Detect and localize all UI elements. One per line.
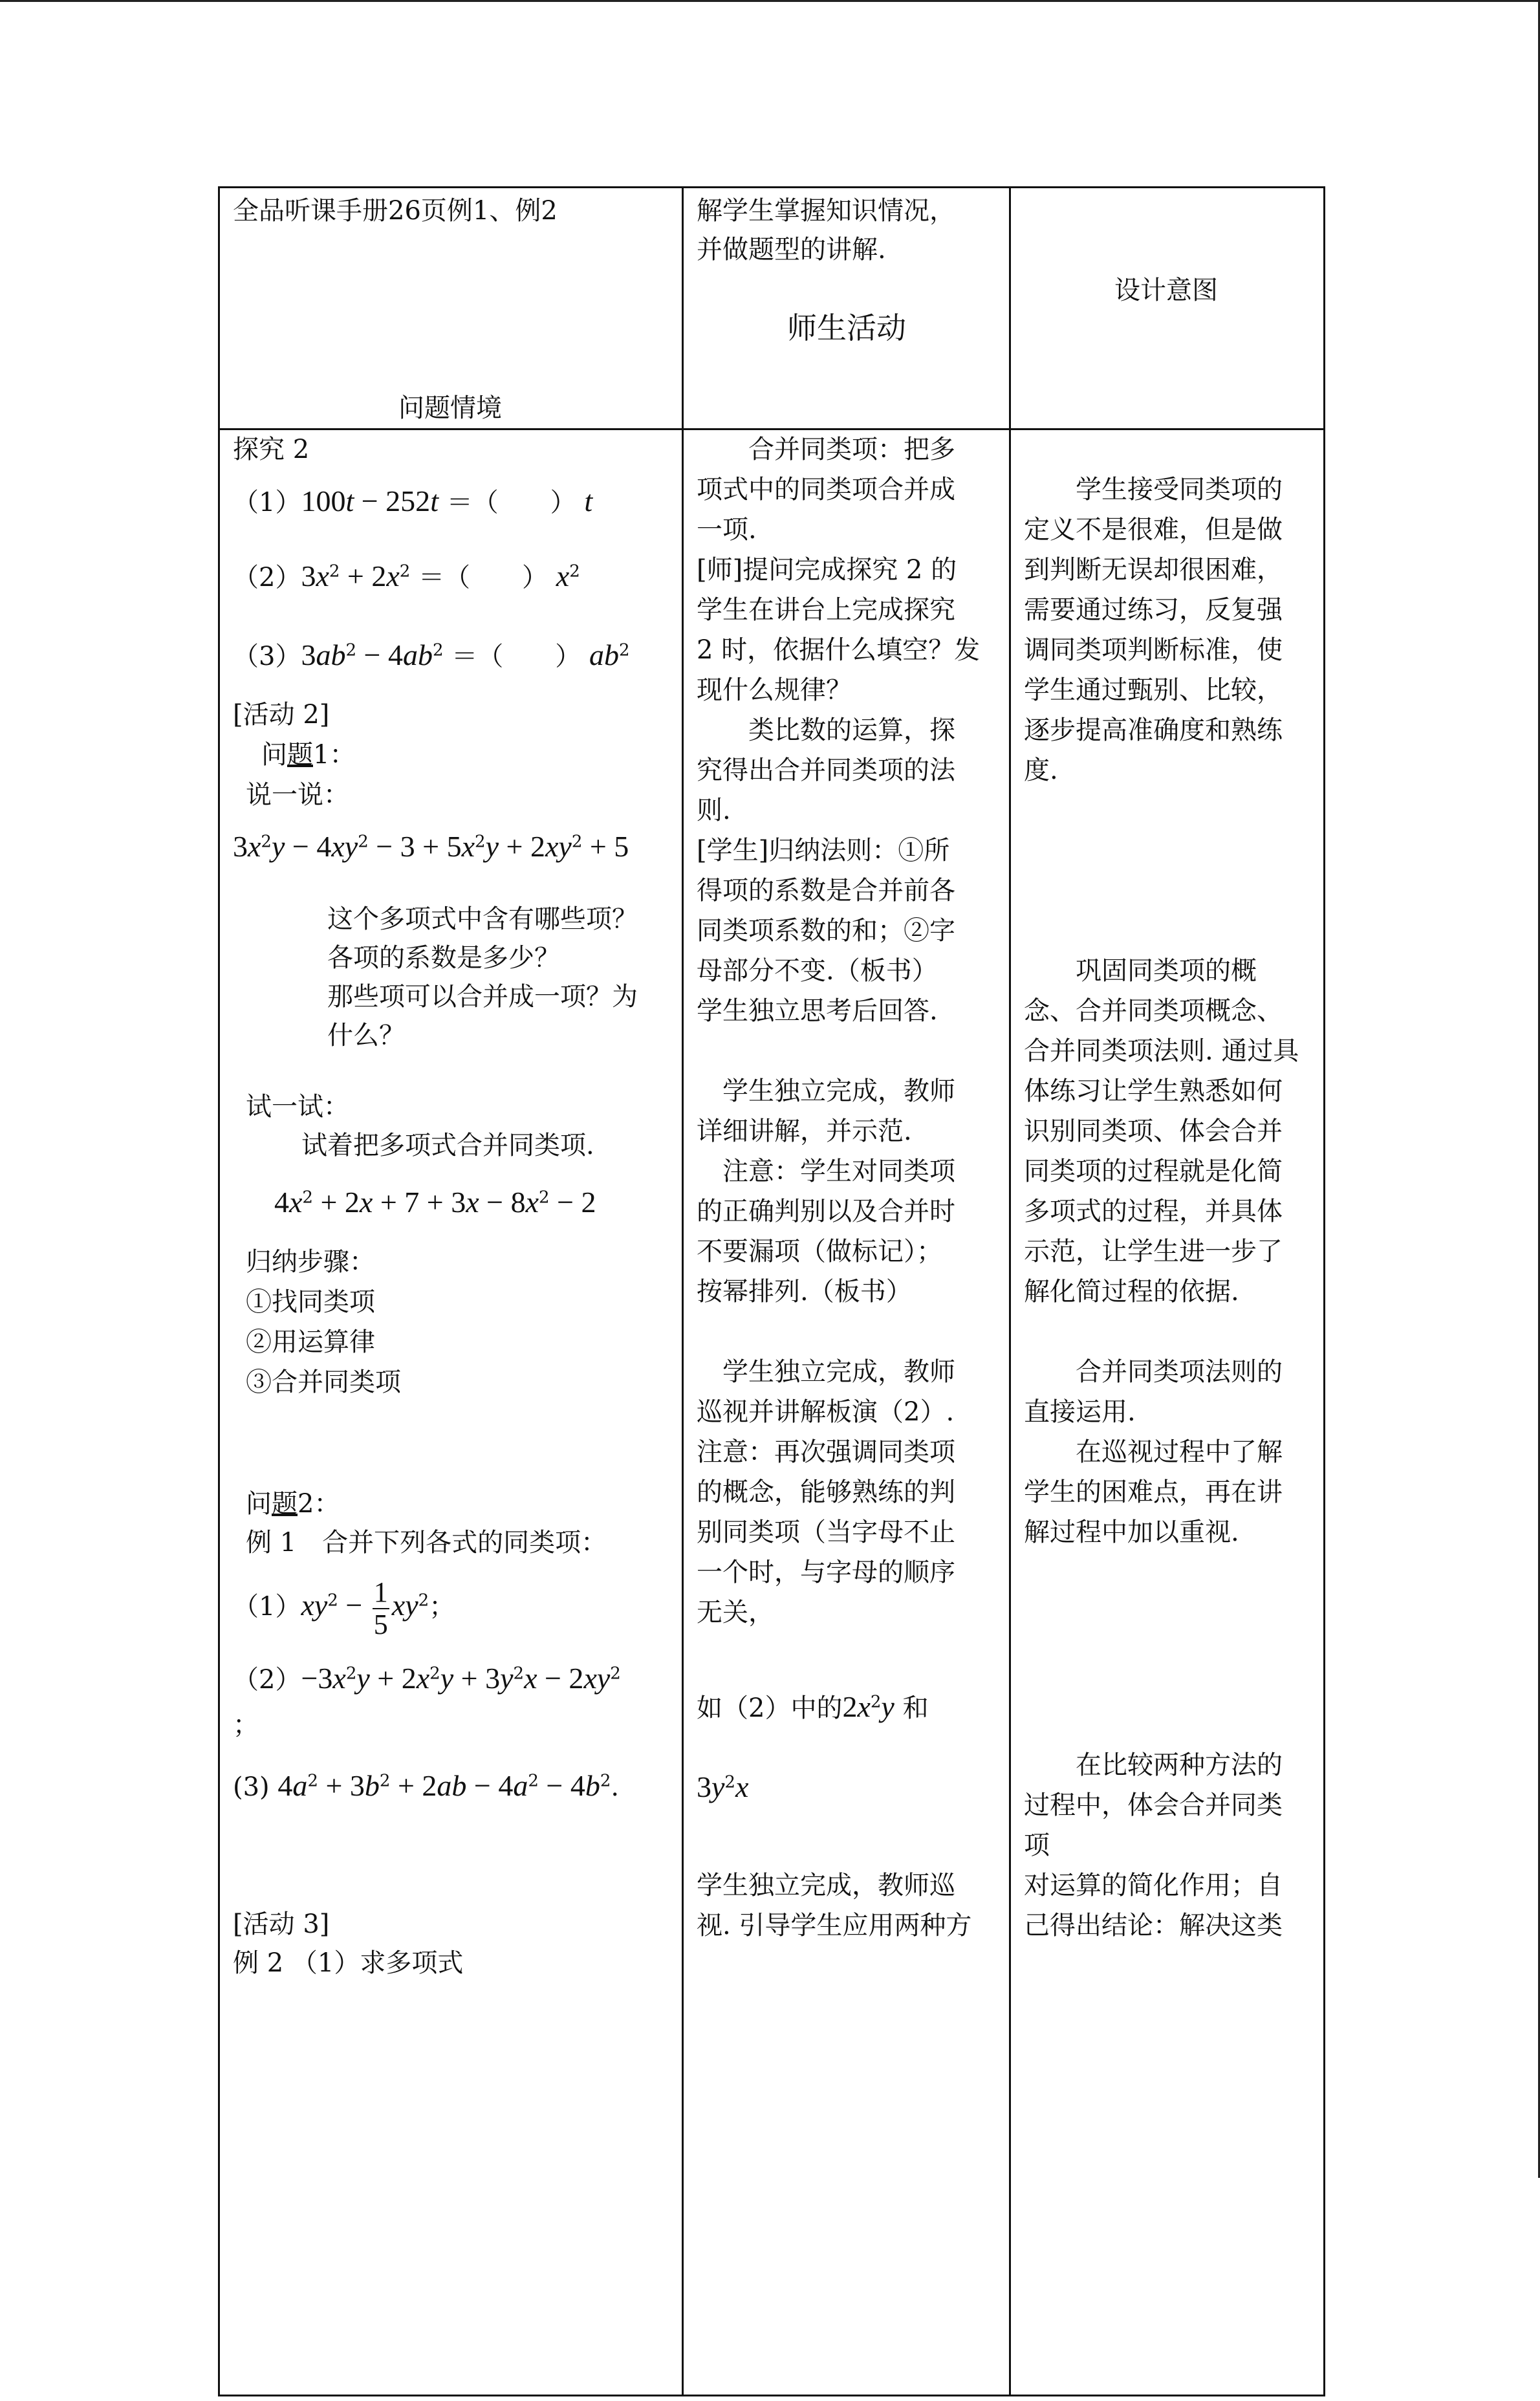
- activity-text: 2 时，依据什么填空？发: [697, 635, 981, 665]
- intent-text: 巩固同类项的概: [1076, 956, 1257, 986]
- activity-text: 则.: [697, 796, 731, 825]
- equation-3: $(3)3ab^2 - 4ab^2$ ＝（ ） $ab^2$: [233, 638, 630, 671]
- column-heading-activity: 师生活动: [787, 310, 906, 345]
- header-note-line: 解学生掌握知识情况，: [697, 196, 955, 226]
- intent-text: 学生的困难点，再在讲: [1024, 1477, 1283, 1507]
- activity-text: 学生独立完成，教师: [722, 1357, 955, 1387]
- activity-example-term: $3y^2x$: [697, 1770, 749, 1803]
- activity-example-line: 如（2）中的$2x^2y$ 和: [697, 1690, 929, 1723]
- example-2-title: 例 2 （1）求多项式: [233, 1948, 464, 1978]
- intent-text: 示范，让学生进一步了: [1024, 1237, 1283, 1266]
- try-expression: $4x^2 + 2x + 7 + 3x - 8x^2 - 2$: [274, 1186, 596, 1219]
- intent-text: 解化简过程的依据.: [1024, 1277, 1239, 1307]
- activity-text: [师]提问完成探究 2 的: [697, 555, 957, 585]
- activity-text: 别同类项（当字母不止: [697, 1517, 955, 1547]
- intent-text: 对运算的简化作用；自: [1024, 1871, 1283, 1900]
- intent-text: 到判断无误却很困难，: [1024, 555, 1283, 585]
- column-heading-intent: 设计意图: [1114, 276, 1218, 305]
- activity-2-label: [活动 2]: [233, 700, 330, 730]
- header-cell-situation: [219, 188, 683, 429]
- intent-text: 己得出结论：解决这类: [1024, 1911, 1283, 1940]
- column-heading-situation: 问题情境: [398, 393, 502, 423]
- activity-text: 合并同类项：把多: [748, 435, 955, 464]
- intent-text: 在比较两种方法的: [1076, 1750, 1283, 1780]
- activity-text: 不要漏项（做标记）；: [697, 1237, 942, 1266]
- example-1-part-2: $(2)-3x^2y + 2x^2y + 3y^2x - 2xy^2$: [233, 1662, 621, 1695]
- intent-text: 学生通过甄别、比较，: [1024, 675, 1283, 705]
- header-note-line: 并做题型的讲解.: [697, 235, 886, 265]
- blank-paren: ＝（ ）: [418, 563, 548, 592]
- intent-text: 定义不是很难，但是做: [1024, 515, 1283, 545]
- situation-cell: [219, 429, 683, 2396]
- activity-text: 项式中的同类项合并成: [697, 475, 955, 505]
- table-body-row: [219, 429, 1325, 2396]
- step-item: ②用运算律: [246, 1327, 375, 1357]
- activity-text: 注意：再次强调同类项: [697, 1437, 955, 1467]
- step-item: ①找同类项: [246, 1287, 375, 1317]
- question-text: 各项的系数是多少？: [327, 943, 560, 973]
- activity-text: 详细讲解，并示范.: [697, 1116, 912, 1146]
- header-cell-activity: [683, 188, 1010, 429]
- blank-paren: ＝（ ）: [451, 642, 581, 671]
- activity-text: 按幂排列.（板书）: [697, 1277, 912, 1307]
- intent-text: 念、合并同类项概念、: [1024, 996, 1283, 1026]
- polynomial-expression: $3x^2y - 4xy^2 - 3 + 5x^2y + 2xy^2 + 5$: [233, 830, 629, 863]
- activity-text: 学生在讲台上完成探究: [697, 595, 955, 625]
- intent-cell: [1010, 429, 1325, 2396]
- activity-3-label: [活动 3]: [233, 1909, 330, 1939]
- activity-text: 得项的系数是合并前各: [697, 876, 955, 906]
- intent-text: 在巡视过程中了解: [1076, 1437, 1283, 1467]
- lesson-plan-table: [218, 186, 1325, 2396]
- example-1-part-3: (3) $4a^2 + 3b^2 + 2ab - 4a^2 - 4b^2$.: [233, 1769, 620, 1802]
- activity-cell: [683, 429, 1010, 2396]
- equation-1: （1）100t − 252t ＝（ ） t: [233, 484, 593, 517]
- table-header-row: [219, 188, 1325, 429]
- intent-text: 逐步提高准确度和熟练: [1024, 715, 1283, 745]
- example-1-title: 例 1 合并下列各式的同类项：: [246, 1528, 607, 1558]
- item-number: （1）: [233, 488, 301, 517]
- intent-text: 学生接受同类项的: [1076, 475, 1283, 505]
- intent-text: 直接运用.: [1024, 1397, 1136, 1427]
- try-instruction: 试着把多项式合并同类项.: [301, 1131, 594, 1160]
- activity-text: 同类项系数的和；②字: [697, 916, 955, 946]
- intent-text: 解过程中加以重视.: [1024, 1517, 1239, 1547]
- header-cell-intent: [1010, 188, 1325, 429]
- intent-text: 项: [1024, 1831, 1050, 1860]
- question-1-label: 问题1：: [261, 740, 356, 770]
- question-2-label: 问题2：: [246, 1489, 340, 1519]
- activity-text: 注意：学生对同类项: [722, 1157, 955, 1186]
- intent-text: 识别同类项、体会合并: [1024, 1116, 1283, 1146]
- reference-text: 全品听课手册26页例1、例2: [233, 196, 558, 226]
- item-number: （3）: [233, 642, 301, 671]
- item-number: （2）: [233, 563, 301, 592]
- explore-label: 探究 2: [233, 435, 310, 464]
- activity-text: 的正确判别以及合并时: [697, 1197, 955, 1226]
- step-item: ③合并同类项: [246, 1367, 401, 1397]
- activity-text: 巡视并讲解板演（2）.: [697, 1397, 955, 1427]
- lesson-plan-sheet: [218, 186, 1321, 2401]
- activity-text: 学生独立完成，教师: [722, 1076, 955, 1106]
- intent-text: 调同类项判断标准，使: [1024, 635, 1283, 665]
- activity-text: 一个时，与字母的顺序: [697, 1558, 955, 1587]
- activity-text: 现什么规律？: [697, 675, 852, 705]
- example-1-part-1: $(1)xy^2$ − $\frac{1}{5}$ $xy^2$；: [233, 1576, 455, 1640]
- intent-text: 合并同类项法则的: [1076, 1357, 1283, 1387]
- activity-text: 究得出合并同类项的法: [697, 755, 955, 785]
- question-text: 什么？: [327, 1021, 405, 1050]
- activity-text: [学生]归纳法则：①所: [697, 836, 950, 865]
- blank-paren: ＝（ ）: [446, 488, 576, 517]
- activity-text: 母部分不变.（板书）: [697, 956, 938, 986]
- activity-text: 视. 引导学生应用两种方: [697, 1911, 972, 1940]
- intent-text: 多项式的过程，并具体: [1024, 1197, 1283, 1226]
- intent-text: 需要通过练习，反复强: [1024, 595, 1283, 625]
- intent-text: 合并同类项法则. 通过具: [1024, 1036, 1299, 1066]
- intent-text: 体练习让学生熟悉如何: [1024, 1076, 1283, 1106]
- say-label: 说一说：: [246, 780, 349, 810]
- example-1-part-2-end: ；: [233, 1710, 259, 1740]
- activity-text: 一项.: [697, 515, 757, 545]
- activity-text: 类比数的运算，探: [748, 715, 955, 745]
- activity-text: 的概念，能够熟练的判: [697, 1477, 955, 1507]
- steps-label: 归纳步骤：: [246, 1247, 375, 1277]
- equation-2: $(2)3x^2 + 2x^2$ ＝（ ） $x^2$: [233, 560, 580, 592]
- page-top-border: [0, 0, 1540, 2]
- intent-text: 过程中，体会合并同类: [1024, 1790, 1283, 1820]
- activity-text: 无关，: [697, 1598, 774, 1627]
- activity-text: 学生独立完成，教师巡: [697, 1871, 955, 1900]
- intent-text: 同类项的过程就是化简: [1024, 1157, 1283, 1186]
- activity-text: 学生独立思考后回答.: [697, 996, 938, 1026]
- question-text: 那些项可以合并成一项？为: [327, 982, 638, 1012]
- question-text: 这个多项式中含有哪些项？: [327, 904, 638, 934]
- intent-text: 度.: [1024, 755, 1058, 785]
- try-label: 试一试：: [246, 1092, 349, 1122]
